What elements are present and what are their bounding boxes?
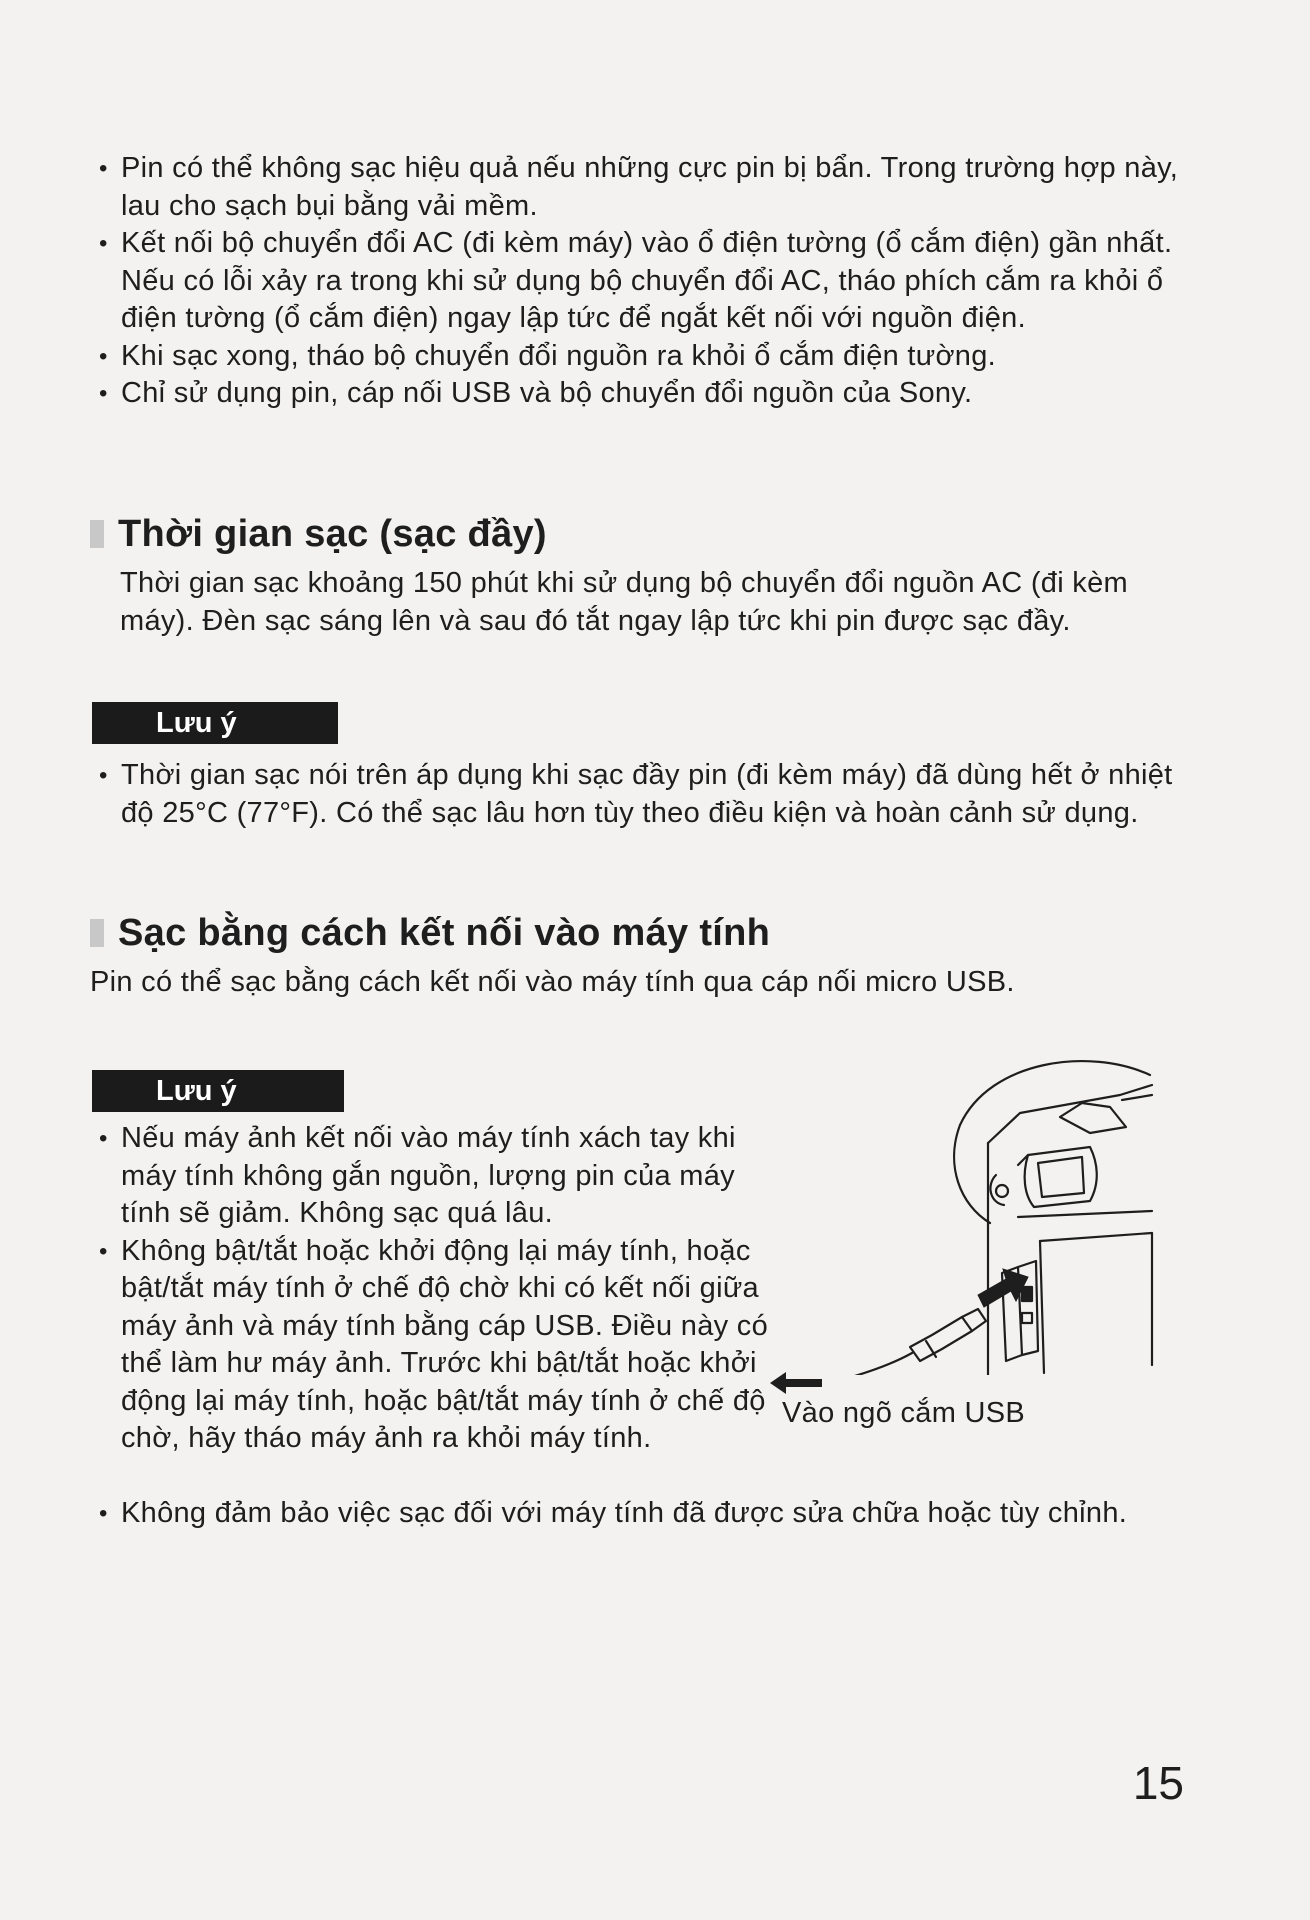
pc-charging-title: Sạc bằng cách kết nối vào máy tính: [118, 912, 771, 954]
charging-time-paragraph: Thời gian sạc khoảng 150 phút khi sử dụng bộ chuyển đổi nguồn AC (đi kèm máy). Đèn sạc sáng lên và sau đó tắt ngay lập tức khi pin được sạc đầy.: [120, 567, 1128, 637]
list-item: • Khi sạc xong, tháo bộ chuyển đổi nguồn ra khỏi ổ cắm điện tường.: [92, 338, 1182, 376]
pc-charging-paragraph: Pin có thể sạc bằng cách kết nối vào máy tính qua cáp nối micro USB.: [90, 966, 1015, 998]
list-item: • Nếu máy ảnh kết nối vào máy tính xách tay khi máy tính không gắn nguồn, lượng pin của máy tính sẽ giảm. Không sạc quá lâu.: [92, 1120, 772, 1233]
heading-marker: [90, 520, 104, 548]
charging-time-heading: [90, 511, 547, 557]
list-item: • Chỉ sử dụng pin, cáp nối USB và bộ chuyển đổi nguồn của Sony.: [92, 375, 1182, 413]
note-label: Lưu ý: [92, 702, 338, 744]
list-item: • Thời gian sạc nói trên áp dụng khi sạc đầy pin (đi kèm máy) đã dùng hết ở nhiệt độ 25°C (77°F). Có thể sạc lâu hơn tùy theo điều kiện và hoàn cảnh sử dụng.: [92, 757, 1182, 832]
pc-charging-note-list-upper: [92, 1120, 772, 1458]
list-item: • Pin có thể không sạc hiệu quả nếu những cực pin bị bẩn. Trong trường hợp này, lau cho sạch bụi bằng vải mềm.: [92, 150, 1182, 225]
intro-bullet-list: [92, 150, 1182, 413]
list-item: • Không bật/tắt hoặc khởi động lại máy tính, hoặc bật/tắt máy tính ở chế độ chờ khi có kết nối giữa máy ảnh và máy tính bằng cáp USB. Điều này có thể làm hư máy ảnh. Trước khi bật/tắt hoặc khởi động lại máy tính, hoặc bật/tắt máy tính ở chế độ chờ, hãy tháo máy ảnh ra khỏi máy tính.: [92, 1233, 772, 1458]
arrow-left-icon: [768, 1370, 824, 1396]
list-item: • Kết nối bộ chuyển đổi AC (đi kèm máy) vào ổ điện tường (ổ cắm điện) gần nhất. Nếu có lỗi xảy ra trong khi sử dụng bộ chuyển đổi AC, tháo phích cắm ra khỏi ổ điện tường (ổ cắm điện) ngay lập tức để ngắt kết nối với nguồn điện.: [92, 225, 1182, 338]
charging-time-title: Thời gian sạc (sạc đầy): [118, 513, 547, 555]
note-label: Lưu ý: [92, 1070, 344, 1112]
pc-charging-heading: [90, 910, 770, 956]
charging-time-note-list: [92, 757, 1182, 832]
heading-marker: [90, 919, 104, 947]
camera-usb-illustration: [760, 1055, 1160, 1375]
usb-port-caption: Vào ngõ cắm USB: [782, 1397, 1026, 1429]
pc-charging-note-list-lower: [92, 1495, 1182, 1533]
list-item: • Không đảm bảo việc sạc đối với máy tính đã được sửa chữa hoặc tùy chỉnh.: [92, 1495, 1182, 1533]
page-number: 15: [1132, 1757, 1184, 1809]
